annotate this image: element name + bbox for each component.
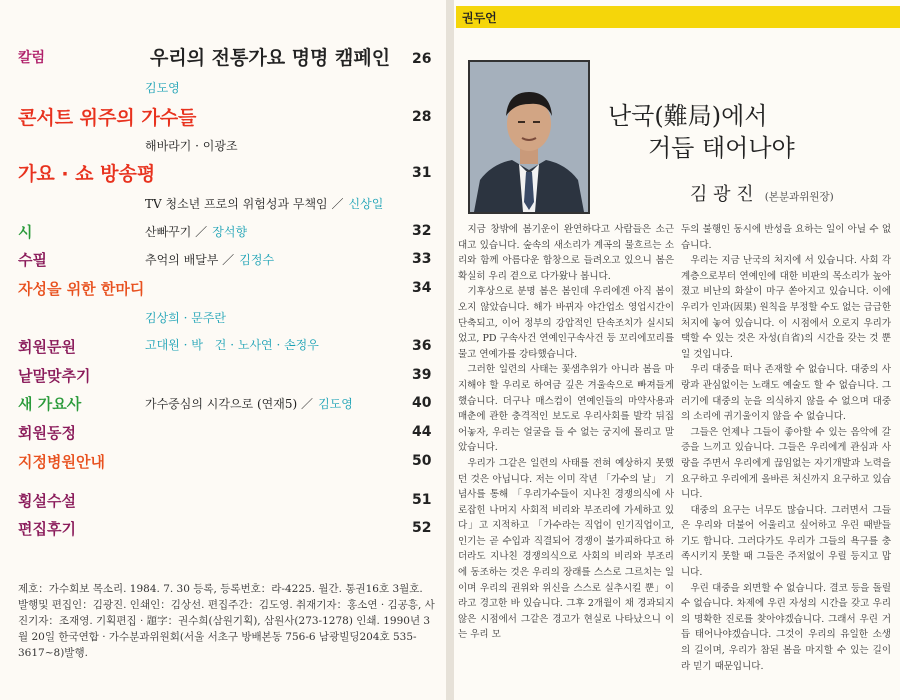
section-tag — [456, 6, 900, 28]
toc-author: 장석향 — [212, 225, 248, 239]
byline — [690, 180, 834, 206]
toc-title: 가요 · 쇼 방송평 — [18, 163, 156, 185]
toc-page-number: 33 — [412, 251, 432, 267]
toc-line — [145, 193, 383, 212]
author-name: 김 광 진 — [690, 184, 754, 205]
toc-author: 고대원 · 박 건 · 노사연 · 손정우 — [145, 338, 319, 352]
toc-author: 김도영 — [145, 81, 180, 95]
toc-label: 수필 — [18, 251, 47, 269]
toc-subtitle: TV 청소년 프로의 위험성과 무책임 ／ — [145, 197, 344, 211]
article-paragraph: 우리가 그같은 일련의 사태를 전혀 예상하지 못했던 것은 아닙니다. 저는 이미 작년 「가수의 날」 기념사를 통해 「우리가수들이 지나친 경쟁의식에 사로잡힌 나머지 사회적 비리와 부조리에 가세하고 있다」고 지적하고 「가수라는 직업이 인기직업이고, 인기는 곧 수입과 직결되어 경쟁이 불가피하다고 하더라도 지나친 경쟁의식으로 사회의 비리와 부조리에 동조하는 것은 우리의 장래를 스스로 그르치는 일이며 우리의 권위와 위신을 스스로 실추시킬 뿐」이라고 경고한 바 있습니다. 그후 2개월이 채 경과되지 않은 시점에서 그같은 경고가 현실로 나타났으니 이는 우리 모 — [458, 457, 674, 641]
toc-label: 횡설수설 — [18, 492, 76, 510]
article-paragraph: 대중의 요구는 너무도 많습니다. 그러면서 그들은 우리와 더불어 어울리고 싶어하고 우린 때받들기도 합니다. 그러다가도 우리가 그들의 욕구를 충족시키지 못할 때 그들은 주저없이 우릴 등지고 맙니다. — [681, 504, 891, 579]
article-paragraph: 두의 불행인 동시에 반성을 요하는 일이 아닐 수 없습니다. — [681, 224, 891, 251]
toc-label: 편집후기 — [18, 520, 76, 538]
article-paragraph: 우리는 지금 난국의 처지에 서 있습니다. 사회 각 계층으로부터 연예인에 대한 비판의 목소리가 높아졌고 비난의 화살이 마구 쏟아지고 있습니다. 이에 우리가 인과(因果) 원칙을 부정할 수도 없는 급급한 처지에 놓여 있습니다. 이 시점에서 오로지 우리가 택할 수 있는 것은 자성(自省)의 시간을 갖는 것 뿐일 것입니다. — [681, 255, 891, 360]
toc-page-number: 40 — [412, 395, 432, 411]
section-tag-label: 권두언 — [462, 11, 497, 25]
article-column-2 — [681, 222, 891, 692]
article-title-line: 난국(難局)에서 — [608, 102, 768, 130]
toc-author: 김정수 — [239, 253, 275, 267]
article-paragraph: 우린 대중을 외면할 수 없습니다. 결코 등을 돌릴 수 없습니다. 차제에 우린 자성의 시간을 갖고 우리의 명확한 진로를 찾아야겠습니다. 그래서 우린 거듭 태어나야겠습니다. 그것이 우리의 유일한 소생의 길이며, 우리가 참된 봄을 마지할 수 있는 길이라 믿기 때문입니다. — [681, 582, 891, 672]
toc-page-number: 44 — [412, 424, 432, 440]
article-paragraph: 기후상으로 분명 봄은 봄인데 우리에겐 아직 봄이 오지 않았습니다. 해가 바뀌자 야간업소 영업시간이 단축되고, 이어 정부의 강압적인 단속조치가 실시되었고, PD 구속사건 연예인구속사건 등 꼬리에꼬리를 물고 연예가를 강타했습니다. — [458, 286, 674, 360]
article-paragraph: 그러한 일련의 사태는 꽃샘추위가 아니라 봄을 마지해야 할 우리로 하여금 깊은 겨울속으로 빠져들게 했습니다. 더구나 매스컴이 연예인들의 마약사용과 매춘에 관한 충격적인 보도로 우리사회를 발칵 뒤집어놓자, 우리는 얼굴을 들 수 없는 궁지에 몰리고 말았습니다. — [458, 364, 674, 454]
toc-label: 자성을 위한 한마디 — [18, 280, 145, 298]
toc-author: 신상일 — [348, 197, 384, 211]
toc-label: 지정병원안내 — [18, 453, 105, 471]
toc-page-number: 50 — [412, 453, 432, 469]
article-column-1 — [458, 222, 674, 692]
toc-page-number: 31 — [412, 165, 432, 181]
toc-label: 시 — [18, 223, 33, 241]
article-paragraph: 지금 창밖에 봄기운이 완연하다고 사람들은 소근대고 있습니다. 숲속의 새소리가 계곡의 물흐르는 소리와 함께 아름다운 합창으로 들려오고 있으니 봄은 확실히 우리 곁으로 다가왔나 봅니다. — [458, 224, 674, 282]
toc-line — [145, 221, 247, 240]
toc-page-number: 39 — [412, 367, 432, 383]
toc-page-number: 52 — [412, 520, 432, 536]
toc-subtitle: 가수중심의 시각으로 (연재5) ／ — [145, 397, 313, 411]
toc-label: 회원동정 — [18, 424, 76, 442]
toc-page-number: 26 — [412, 51, 432, 67]
author-photo — [468, 60, 590, 214]
toc-author: 김도영 — [318, 397, 353, 411]
toc-page-number: 51 — [412, 492, 432, 508]
toc-subtitle: 해바라기 · 이광조 — [145, 139, 238, 153]
author-role: (본분과위원장) — [764, 191, 834, 203]
toc-label: 회원문원 — [18, 338, 76, 356]
page-gutter — [446, 0, 454, 700]
article-paragraph: 그들은 언제나 그들이 좋아할 수 있는 음악에 갈증을 느끼고 있습니다. 그들은 우리에게 관심과 사랑을 주면서 우리에게 끊임없는 자기개발과 노력을 요구하고 우리에게 올바른 처신까지 요구하고 있습니다. — [681, 426, 891, 501]
article-title-line: 거듭 태어나야 — [648, 134, 795, 162]
toc-label: 새 가요사 — [18, 395, 82, 413]
toc-page-number: 32 — [412, 223, 432, 239]
toc-page-number: 36 — [412, 338, 432, 354]
toc-line — [145, 249, 274, 268]
toc-title: 콘서트 위주의 가수들 — [18, 107, 197, 129]
toc-subtitle: 추억의 배달부 ／ — [145, 253, 235, 267]
toc-line — [145, 393, 353, 412]
toc-page-number: 34 — [412, 280, 432, 296]
toc-subtitle: 산빠꾸기 ／ — [145, 225, 208, 239]
colophon: 제호：가수회보 목소리. 1984. 7. 30 등록, 등록번호：라-4225. 월간. 통권16호 3월호. 발행및 편집인：김광진. 인쇄인：김상선. 편집주간：김도영. 취재기자：홍소연 · 김공흥, 사진기자：조재영. 기획편집 · 題字：권수희(삼원기획), 삼원사(273-1278) 인쇄. 1990년 3월 20일 한국연합 · 가수분과위원회(서울 서초구 방배본동 756-6 남광빌딩204호 535-3617~8)발행. — [18, 583, 435, 659]
toc-label: 낱말맞추기 — [18, 367, 91, 385]
toc-title: 우리의 전통가요 명명 캠페인 — [150, 47, 391, 69]
portrait-image — [470, 62, 588, 212]
toc-author: 김상희 · 문주란 — [145, 311, 226, 325]
toc-label: 칼럼 — [18, 50, 46, 66]
toc-page-number: 28 — [412, 109, 432, 125]
article-paragraph: 우리 대중을 떠나 존재할 수 없습니다. 대중의 사랑과 관심없이는 노래도 예술도 할 수 없습니다. 그러기에 대중의 눈을 의식하지 않을 수 없으며 대중의 소리에 귀기울이지 않을 수 없습니다. — [681, 364, 891, 423]
